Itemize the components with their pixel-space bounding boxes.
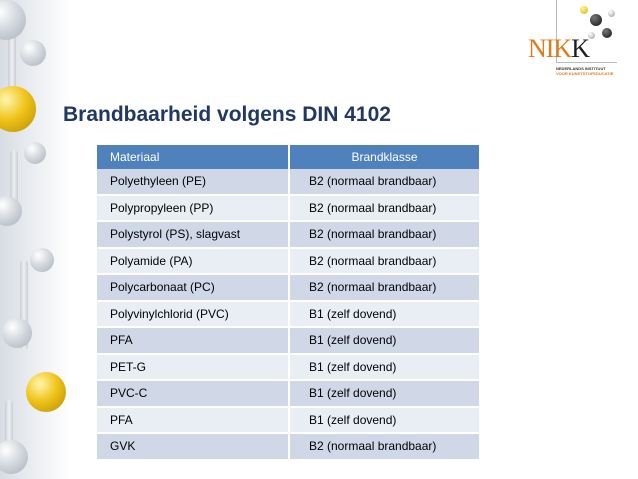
fire-class-cell: B1 (zelf dovend)	[289, 380, 479, 407]
table-row	[97, 301, 479, 328]
material-cell: Polyvinylchlorid (PVC)	[97, 301, 289, 328]
fire-class-cell: B1 (zelf dovend)	[289, 327, 479, 354]
molecule-atom-gray	[0, 440, 28, 474]
material-cell: PFA	[97, 327, 289, 354]
fire-class-cell: B1 (zelf dovend)	[289, 301, 479, 328]
material-cell: Polyamide (PA)	[97, 248, 289, 275]
molecule-atom-gray	[30, 248, 54, 272]
table-row	[97, 169, 479, 195]
material-cell: PVC-C	[97, 380, 289, 407]
table-row	[97, 433, 479, 460]
nikk-logo	[528, 0, 628, 80]
material-cell: GVK	[97, 433, 289, 460]
material-cell: Polycarbonaat (PC)	[97, 274, 289, 301]
logo-subtitle-line2: VOOR KUNSTSTOFEDUCATIE	[556, 71, 614, 76]
table-row	[97, 221, 479, 248]
header-brandklasse: Brandklasse	[289, 145, 479, 169]
logo-atom-black	[590, 14, 602, 26]
fire-class-cell: B2 (normaal brandbaar)	[289, 433, 479, 460]
fire-class-cell: B2 (normaal brandbaar)	[289, 274, 479, 301]
molecule-atom-gray	[24, 142, 46, 164]
table-row	[97, 248, 479, 275]
molecule-atom-yellow	[26, 372, 66, 412]
header-materiaal: Materiaal	[97, 145, 289, 169]
molecule-atom-gray	[2, 318, 32, 348]
table-row	[97, 195, 479, 222]
material-cell: PFA	[97, 407, 289, 434]
logo-wordmark: NIKK	[528, 34, 589, 63]
logo-atom-gray	[608, 10, 615, 17]
table-row	[97, 274, 479, 301]
material-cell: Polystyrol (PS), slagvast	[97, 221, 289, 248]
logo-atom-black	[602, 28, 612, 38]
fire-class-cell: B2 (normaal brandbaar)	[289, 248, 479, 275]
molecule-atom-gray	[20, 40, 46, 66]
fire-class-cell: B2 (normaal brandbaar)	[289, 169, 479, 195]
fire-class-cell: B1 (zelf dovend)	[289, 407, 479, 434]
fire-class-cell: B1 (zelf dovend)	[289, 354, 479, 381]
table-row	[97, 407, 479, 434]
molecule-atom-gray	[0, 0, 26, 40]
logo-atom-gray	[588, 32, 595, 39]
table-row	[97, 327, 479, 354]
molecule-atom-yellow	[0, 86, 36, 132]
logo-atom-yellow	[580, 6, 588, 14]
table-row	[97, 380, 479, 407]
slide-title: Brandbaarheid volgens DIN 4102	[63, 103, 391, 126]
fire-class-cell: B2 (normaal brandbaar)	[289, 195, 479, 222]
material-cell: PET-G	[97, 354, 289, 381]
material-cell: Polyethyleen (PE)	[97, 169, 289, 195]
material-cell: Polypropyleen (PP)	[97, 195, 289, 222]
logo-subtitle-line1: NEDERLANDS INSTITUUT	[556, 66, 606, 71]
table-header-row	[97, 145, 479, 169]
fire-class-table	[97, 145, 479, 461]
molecule-atom-gray	[0, 196, 22, 226]
table-row	[97, 354, 479, 381]
background-molecule-strip	[0, 0, 70, 479]
fire-class-cell: B2 (normaal brandbaar)	[289, 221, 479, 248]
